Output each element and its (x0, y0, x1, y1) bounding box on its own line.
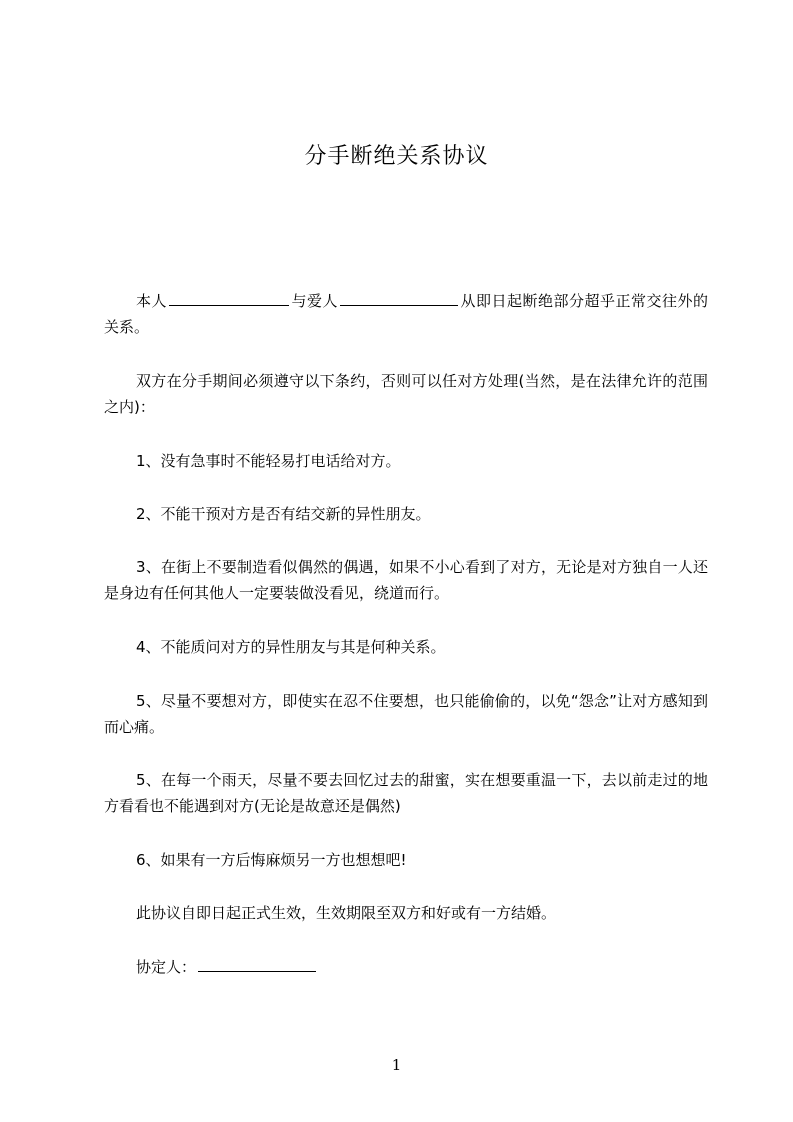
signatory-blank (198, 970, 316, 972)
clause-item: 6、如果有一方后悔麻烦另一方也想想吧! (136, 851, 407, 869)
partner-name-blank (340, 304, 458, 306)
signatory-line (104, 954, 708, 980)
document-title: 分手断绝关系协议 (304, 144, 489, 169)
clause-item: 3、在街上不要制造看似偶然的偶遇，如果不小心看到了对方，无论是对方独自一人还是身边有任何其他人一定要装做没看见，绕道而行。 (104, 558, 708, 602)
clause-item: 5、尽量不要想对方，即使实在忍不住要想，也只能偷偷的，以免“怨念”让对方感知到而心痛。 (104, 692, 708, 736)
clause-item: 5、在每一个雨天，尽量不要去回忆过去的甜蜜，实在想要重温一下，去以前走过的地方看看也不能遇到对方(无论是故意还是偶然) (104, 771, 708, 815)
preamble-paragraph: 双方在分手期间必须遵守以下条约，否则可以任对方处理(当然，是在法律允许的范围之内)： (104, 372, 708, 416)
intro-partner-label: 与爱人 (291, 292, 338, 310)
page-number: 1 (391, 1056, 402, 1074)
signatory-label: 协定人： (136, 958, 197, 976)
intro-paragraph (104, 288, 708, 340)
clause-item: 4、不能质问对方的异性朋友与其是何种关系。 (136, 638, 446, 656)
clause-item: 1、没有急事时不能轻易打电话给对方。 (136, 452, 401, 470)
intro-self-label: 本人 (136, 292, 167, 310)
intro-statement: 从即日起断绝部分超乎正常交往外的关系。 (104, 292, 708, 336)
clause-item: 2、不能干预对方是否有结交新的异性朋友。 (136, 505, 431, 523)
effective-paragraph: 此协议自即日起正式生效，生效期限至双方和好或有一方结婚。 (136, 904, 557, 922)
self-name-blank (169, 304, 289, 306)
